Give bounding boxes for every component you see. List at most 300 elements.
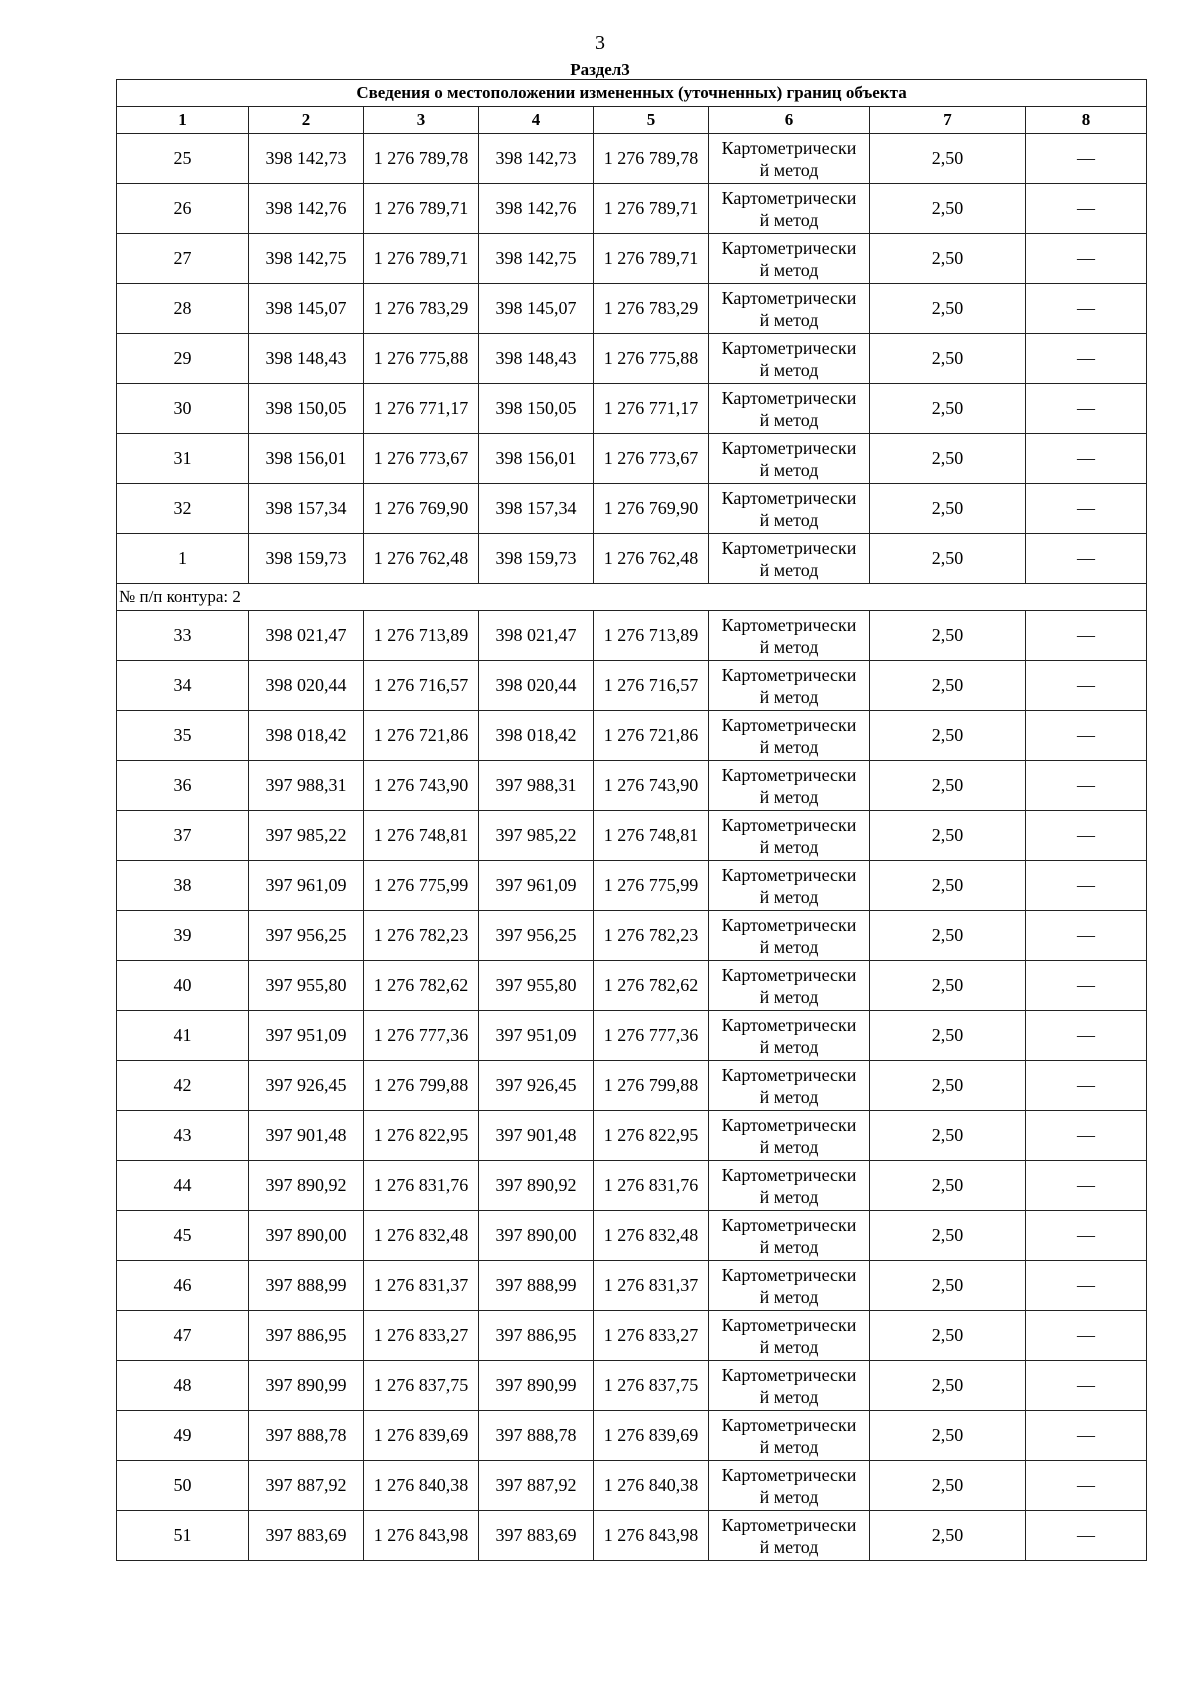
y-new-cell: 1 276 769,90: [594, 484, 709, 534]
method-cell: [709, 1111, 870, 1161]
table-row: [117, 761, 1147, 811]
y-new-cell: 1 276 748,81: [594, 811, 709, 861]
point-number-cell: 38: [117, 861, 249, 911]
accuracy-cell: 2,50: [870, 334, 1026, 384]
note-cell: —: [1026, 761, 1147, 811]
y-new-cell: 1 276 789,78: [594, 134, 709, 184]
point-number-cell: 31: [117, 434, 249, 484]
accuracy-cell: 2,50: [870, 484, 1026, 534]
x-existing-cell: 398 156,01: [249, 434, 364, 484]
method-line-1: Картометрически: [721, 1014, 857, 1035]
method-line-2: й метод: [759, 1136, 819, 1157]
accuracy-cell: 2,50: [870, 284, 1026, 334]
method-line-1: Картометрически: [721, 664, 857, 685]
table-row: [117, 1511, 1147, 1561]
table-row: [117, 611, 1147, 661]
x-existing-cell: 397 888,99: [249, 1261, 364, 1311]
method-cell: [709, 534, 870, 584]
y-existing-cell: 1 276 799,88: [364, 1061, 479, 1111]
x-existing-cell: 398 018,42: [249, 711, 364, 761]
method-line-1: Картометрически: [721, 537, 857, 558]
method-line-2: й метод: [759, 209, 819, 230]
boundary-coordinates-table: [116, 79, 1147, 1561]
point-number-cell: 37: [117, 811, 249, 861]
point-number-cell: 48: [117, 1361, 249, 1411]
method-line-1: Картометрически: [721, 764, 857, 785]
accuracy-cell: 2,50: [870, 761, 1026, 811]
method-cell: [709, 134, 870, 184]
method-line-1: Картометрически: [721, 1314, 857, 1335]
table-row: [117, 184, 1147, 234]
table-row: [117, 534, 1147, 584]
table-row: [117, 1311, 1147, 1361]
table-row: [117, 284, 1147, 334]
method-cell: [709, 761, 870, 811]
note-cell: —: [1026, 861, 1147, 911]
y-existing-cell: 1 276 783,29: [364, 284, 479, 334]
accuracy-cell: 2,50: [870, 1161, 1026, 1211]
accuracy-cell: 2,50: [870, 534, 1026, 584]
method-cell: [709, 711, 870, 761]
table-row: [117, 234, 1147, 284]
y-new-cell: 1 276 762,48: [594, 534, 709, 584]
method-line-2: й метод: [759, 1436, 819, 1457]
y-new-cell: 1 276 783,29: [594, 284, 709, 334]
y-existing-cell: 1 276 831,76: [364, 1161, 479, 1211]
y-new-cell: 1 276 721,86: [594, 711, 709, 761]
point-number-cell: 28: [117, 284, 249, 334]
x-new-cell: 398 142,73: [479, 134, 594, 184]
y-existing-cell: 1 276 775,88: [364, 334, 479, 384]
x-new-cell: 397 951,09: [479, 1011, 594, 1061]
point-number-cell: 36: [117, 761, 249, 811]
method-line-2: й метод: [759, 1036, 819, 1057]
x-new-cell: 397 888,78: [479, 1411, 594, 1461]
method-cell: [709, 434, 870, 484]
point-number-cell: 50: [117, 1461, 249, 1511]
section-title: Раздел3: [570, 60, 630, 79]
method-line-1: Картометрически: [721, 1214, 857, 1235]
y-new-cell: 1 276 771,17: [594, 384, 709, 434]
y-new-cell: 1 276 839,69: [594, 1411, 709, 1461]
note-cell: —: [1026, 1161, 1147, 1211]
method-cell: [709, 1061, 870, 1111]
point-number-cell: 40: [117, 961, 249, 1011]
column-header: 6: [709, 107, 870, 134]
accuracy-cell: 2,50: [870, 1061, 1026, 1111]
page-number: 3: [595, 32, 605, 54]
accuracy-cell: 2,50: [870, 961, 1026, 1011]
point-number-cell: 27: [117, 234, 249, 284]
x-new-cell: 397 988,31: [479, 761, 594, 811]
method-cell: [709, 1511, 870, 1561]
method-line-1: Картометрически: [721, 187, 857, 208]
method-line-1: Картометрически: [721, 964, 857, 985]
method-line-2: й метод: [759, 636, 819, 657]
column-header: 3: [364, 107, 479, 134]
y-new-cell: 1 276 832,48: [594, 1211, 709, 1261]
method-line-2: й метод: [759, 309, 819, 330]
table-row: [117, 134, 1147, 184]
y-existing-cell: 1 276 743,90: [364, 761, 479, 811]
point-number-cell: 25: [117, 134, 249, 184]
y-new-cell: 1 276 831,37: [594, 1261, 709, 1311]
y-existing-cell: 1 276 777,36: [364, 1011, 479, 1061]
accuracy-cell: 2,50: [870, 1311, 1026, 1361]
accuracy-cell: 2,50: [870, 661, 1026, 711]
x-new-cell: 398 148,43: [479, 334, 594, 384]
x-new-cell: 398 159,73: [479, 534, 594, 584]
x-existing-cell: 398 148,43: [249, 334, 364, 384]
method-line-1: Картометрически: [721, 864, 857, 885]
point-number-cell: 1: [117, 534, 249, 584]
note-cell: —: [1026, 1511, 1147, 1561]
method-line-1: Картометрически: [721, 914, 857, 935]
method-cell: [709, 911, 870, 961]
method-line-1: Картометрически: [721, 1114, 857, 1135]
method-cell: [709, 1011, 870, 1061]
point-number-cell: 42: [117, 1061, 249, 1111]
y-new-cell: 1 276 822,95: [594, 1111, 709, 1161]
method-cell: [709, 661, 870, 711]
table-row: [117, 711, 1147, 761]
y-existing-cell: 1 276 775,99: [364, 861, 479, 911]
x-existing-cell: 397 901,48: [249, 1111, 364, 1161]
accuracy-cell: 2,50: [870, 711, 1026, 761]
accuracy-cell: 2,50: [870, 1461, 1026, 1511]
y-new-cell: 1 276 843,98: [594, 1511, 709, 1561]
table-row: [117, 1261, 1147, 1311]
y-existing-cell: 1 276 713,89: [364, 611, 479, 661]
x-existing-cell: 397 951,09: [249, 1011, 364, 1061]
x-existing-cell: 397 883,69: [249, 1511, 364, 1561]
note-cell: —: [1026, 1011, 1147, 1061]
y-new-cell: 1 276 840,38: [594, 1461, 709, 1511]
note-cell: —: [1026, 134, 1147, 184]
table-caption-row: [117, 80, 1147, 107]
method-line-1: Картометрически: [721, 1414, 857, 1435]
table-row: [117, 1411, 1147, 1461]
point-number-cell: 39: [117, 911, 249, 961]
method-line-2: й метод: [759, 936, 819, 957]
method-line-2: й метод: [759, 1486, 819, 1507]
y-existing-cell: 1 276 839,69: [364, 1411, 479, 1461]
point-number-cell: 51: [117, 1511, 249, 1561]
note-cell: —: [1026, 284, 1147, 334]
method-line-1: Картометрически: [721, 287, 857, 308]
method-line-2: й метод: [759, 786, 819, 807]
method-line-2: й метод: [759, 459, 819, 480]
method-line-2: й метод: [759, 686, 819, 707]
note-cell: —: [1026, 234, 1147, 284]
table-row: [117, 1361, 1147, 1411]
x-existing-cell: 397 955,80: [249, 961, 364, 1011]
point-number-cell: 26: [117, 184, 249, 234]
table-row: [117, 661, 1147, 711]
y-existing-cell: 1 276 822,95: [364, 1111, 479, 1161]
y-new-cell: 1 276 837,75: [594, 1361, 709, 1411]
point-number-cell: 41: [117, 1011, 249, 1061]
x-new-cell: 398 156,01: [479, 434, 594, 484]
point-number-cell: 44: [117, 1161, 249, 1211]
y-existing-cell: 1 276 769,90: [364, 484, 479, 534]
table-row: [117, 1061, 1147, 1111]
table-row: [117, 1161, 1147, 1211]
y-new-cell: 1 276 833,27: [594, 1311, 709, 1361]
note-cell: —: [1026, 661, 1147, 711]
method-line-2: й метод: [759, 736, 819, 757]
x-existing-cell: 398 142,75: [249, 234, 364, 284]
method-line-1: Картометрически: [721, 714, 857, 735]
y-new-cell: 1 276 775,88: [594, 334, 709, 384]
method-line-1: Картометрически: [721, 1464, 857, 1485]
column-header: 5: [594, 107, 709, 134]
x-new-cell: 398 142,76: [479, 184, 594, 234]
note-cell: —: [1026, 711, 1147, 761]
point-number-cell: 32: [117, 484, 249, 534]
y-existing-cell: 1 276 843,98: [364, 1511, 479, 1561]
accuracy-cell: 2,50: [870, 184, 1026, 234]
point-number-cell: 34: [117, 661, 249, 711]
accuracy-cell: 2,50: [870, 134, 1026, 184]
table-row: [117, 1461, 1147, 1511]
accuracy-cell: 2,50: [870, 1011, 1026, 1061]
method-line-1: Картометрически: [721, 1514, 857, 1535]
y-existing-cell: 1 276 782,23: [364, 911, 479, 961]
method-line-1: Картометрически: [721, 1364, 857, 1385]
method-cell: [709, 184, 870, 234]
method-line-2: й метод: [759, 1336, 819, 1357]
x-new-cell: 397 890,00: [479, 1211, 594, 1261]
y-new-cell: 1 276 799,88: [594, 1061, 709, 1111]
method-line-2: й метод: [759, 359, 819, 380]
table-row: [117, 961, 1147, 1011]
y-new-cell: 1 276 775,99: [594, 861, 709, 911]
y-new-cell: 1 276 782,62: [594, 961, 709, 1011]
method-line-2: й метод: [759, 986, 819, 1007]
x-new-cell: 398 020,44: [479, 661, 594, 711]
y-existing-cell: 1 276 782,62: [364, 961, 479, 1011]
x-existing-cell: 398 020,44: [249, 661, 364, 711]
table-row: [117, 911, 1147, 961]
y-existing-cell: 1 276 721,86: [364, 711, 479, 761]
column-header: 7: [870, 107, 1026, 134]
method-line-2: й метод: [759, 409, 819, 430]
x-new-cell: 397 886,95: [479, 1311, 594, 1361]
method-cell: [709, 484, 870, 534]
accuracy-cell: 2,50: [870, 1261, 1026, 1311]
x-existing-cell: 398 157,34: [249, 484, 364, 534]
accuracy-cell: 2,50: [870, 811, 1026, 861]
method-line-1: Картометрически: [721, 487, 857, 508]
point-number-cell: 43: [117, 1111, 249, 1161]
x-existing-cell: 397 985,22: [249, 811, 364, 861]
method-cell: [709, 811, 870, 861]
table-row: [117, 484, 1147, 534]
note-cell: —: [1026, 1111, 1147, 1161]
x-existing-cell: 398 021,47: [249, 611, 364, 661]
x-existing-cell: 397 961,09: [249, 861, 364, 911]
note-cell: —: [1026, 334, 1147, 384]
method-line-1: Картометрически: [721, 614, 857, 635]
y-new-cell: 1 276 777,36: [594, 1011, 709, 1061]
method-line-2: й метод: [759, 559, 819, 580]
method-line-2: й метод: [759, 1536, 819, 1557]
method-line-1: Картометрически: [721, 814, 857, 835]
column-header-row: [117, 107, 1147, 134]
method-cell: [709, 1211, 870, 1261]
accuracy-cell: 2,50: [870, 234, 1026, 284]
accuracy-cell: 2,50: [870, 1511, 1026, 1561]
note-cell: —: [1026, 911, 1147, 961]
x-new-cell: 397 883,69: [479, 1511, 594, 1561]
method-cell: [709, 861, 870, 911]
x-existing-cell: 397 890,00: [249, 1211, 364, 1261]
note-cell: —: [1026, 1061, 1147, 1111]
x-existing-cell: 397 890,99: [249, 1361, 364, 1411]
table-row: [117, 1011, 1147, 1061]
table-row: [117, 811, 1147, 861]
method-cell: [709, 234, 870, 284]
method-line-1: Картометрически: [721, 437, 857, 458]
y-existing-cell: 1 276 789,71: [364, 234, 479, 284]
method-cell: [709, 611, 870, 661]
table-row: [117, 1111, 1147, 1161]
method-line-2: й метод: [759, 1286, 819, 1307]
y-existing-cell: 1 276 832,48: [364, 1211, 479, 1261]
point-number-cell: 47: [117, 1311, 249, 1361]
x-existing-cell: 398 145,07: [249, 284, 364, 334]
column-header: 4: [479, 107, 594, 134]
x-new-cell: 397 887,92: [479, 1461, 594, 1511]
accuracy-cell: 2,50: [870, 911, 1026, 961]
y-existing-cell: 1 276 762,48: [364, 534, 479, 584]
point-number-cell: 33: [117, 611, 249, 661]
note-cell: —: [1026, 434, 1147, 484]
method-line-1: Картометрически: [721, 1064, 857, 1085]
method-line-2: й метод: [759, 1386, 819, 1407]
note-cell: —: [1026, 1361, 1147, 1411]
x-new-cell: 397 956,25: [479, 911, 594, 961]
x-existing-cell: 398 142,76: [249, 184, 364, 234]
method-line-2: й метод: [759, 259, 819, 280]
y-new-cell: 1 276 789,71: [594, 184, 709, 234]
y-existing-cell: 1 276 771,17: [364, 384, 479, 434]
method-cell: [709, 1261, 870, 1311]
method-cell: [709, 334, 870, 384]
x-new-cell: 398 150,05: [479, 384, 594, 434]
table-row: [117, 434, 1147, 484]
y-new-cell: 1 276 713,89: [594, 611, 709, 661]
point-number-cell: 49: [117, 1411, 249, 1461]
x-new-cell: 398 021,47: [479, 611, 594, 661]
method-line-1: Картометрически: [721, 337, 857, 358]
method-cell: [709, 1361, 870, 1411]
y-existing-cell: 1 276 773,67: [364, 434, 479, 484]
x-new-cell: 397 961,09: [479, 861, 594, 911]
y-existing-cell: 1 276 789,71: [364, 184, 479, 234]
accuracy-cell: 2,50: [870, 1111, 1026, 1161]
method-line-2: й метод: [759, 836, 819, 857]
x-new-cell: 397 901,48: [479, 1111, 594, 1161]
contour-label: № п/п контура: 2: [117, 584, 1147, 611]
x-existing-cell: 397 886,95: [249, 1311, 364, 1361]
method-line-1: Картометрически: [721, 1264, 857, 1285]
y-new-cell: 1 276 716,57: [594, 661, 709, 711]
column-header: 1: [117, 107, 249, 134]
y-new-cell: 1 276 773,67: [594, 434, 709, 484]
y-existing-cell: 1 276 837,75: [364, 1361, 479, 1411]
y-new-cell: 1 276 789,71: [594, 234, 709, 284]
y-new-cell: 1 276 831,76: [594, 1161, 709, 1211]
method-cell: [709, 284, 870, 334]
note-cell: —: [1026, 1461, 1147, 1511]
x-existing-cell: 397 926,45: [249, 1061, 364, 1111]
note-cell: —: [1026, 811, 1147, 861]
y-existing-cell: 1 276 748,81: [364, 811, 479, 861]
note-cell: —: [1026, 534, 1147, 584]
point-number-cell: 30: [117, 384, 249, 434]
method-cell: [709, 1311, 870, 1361]
y-existing-cell: 1 276 833,27: [364, 1311, 479, 1361]
x-existing-cell: 397 988,31: [249, 761, 364, 811]
accuracy-cell: 2,50: [870, 1411, 1026, 1461]
method-cell: [709, 384, 870, 434]
note-cell: —: [1026, 1261, 1147, 1311]
x-new-cell: 398 018,42: [479, 711, 594, 761]
x-new-cell: 397 926,45: [479, 1061, 594, 1111]
note-cell: —: [1026, 611, 1147, 661]
accuracy-cell: 2,50: [870, 861, 1026, 911]
accuracy-cell: 2,50: [870, 384, 1026, 434]
method-line-2: й метод: [759, 1236, 819, 1257]
point-number-cell: 46: [117, 1261, 249, 1311]
method-cell: [709, 961, 870, 1011]
table-row: [117, 384, 1147, 434]
contour-row: [117, 584, 1147, 611]
table-row: [117, 861, 1147, 911]
table-row: [117, 1211, 1147, 1261]
method-line-2: й метод: [759, 886, 819, 907]
method-line-1: Картометрически: [721, 1164, 857, 1185]
column-header: 2: [249, 107, 364, 134]
note-cell: —: [1026, 384, 1147, 434]
method-line-1: Картометрически: [721, 387, 857, 408]
method-line-2: й метод: [759, 1186, 819, 1207]
method-line-2: й метод: [759, 1086, 819, 1107]
point-number-cell: 45: [117, 1211, 249, 1261]
x-new-cell: 397 985,22: [479, 811, 594, 861]
x-existing-cell: 398 159,73: [249, 534, 364, 584]
y-existing-cell: 1 276 716,57: [364, 661, 479, 711]
accuracy-cell: 2,50: [870, 434, 1026, 484]
y-existing-cell: 1 276 789,78: [364, 134, 479, 184]
x-existing-cell: 397 890,92: [249, 1161, 364, 1211]
method-cell: [709, 1161, 870, 1211]
x-existing-cell: 397 956,25: [249, 911, 364, 961]
x-new-cell: 397 888,99: [479, 1261, 594, 1311]
method-line-2: й метод: [759, 159, 819, 180]
method-cell: [709, 1461, 870, 1511]
point-number-cell: 35: [117, 711, 249, 761]
accuracy-cell: 2,50: [870, 611, 1026, 661]
x-new-cell: 398 157,34: [479, 484, 594, 534]
note-cell: —: [1026, 1211, 1147, 1261]
x-new-cell: 397 890,99: [479, 1361, 594, 1411]
method-cell: [709, 1411, 870, 1461]
note-cell: —: [1026, 1311, 1147, 1361]
x-new-cell: 398 142,75: [479, 234, 594, 284]
